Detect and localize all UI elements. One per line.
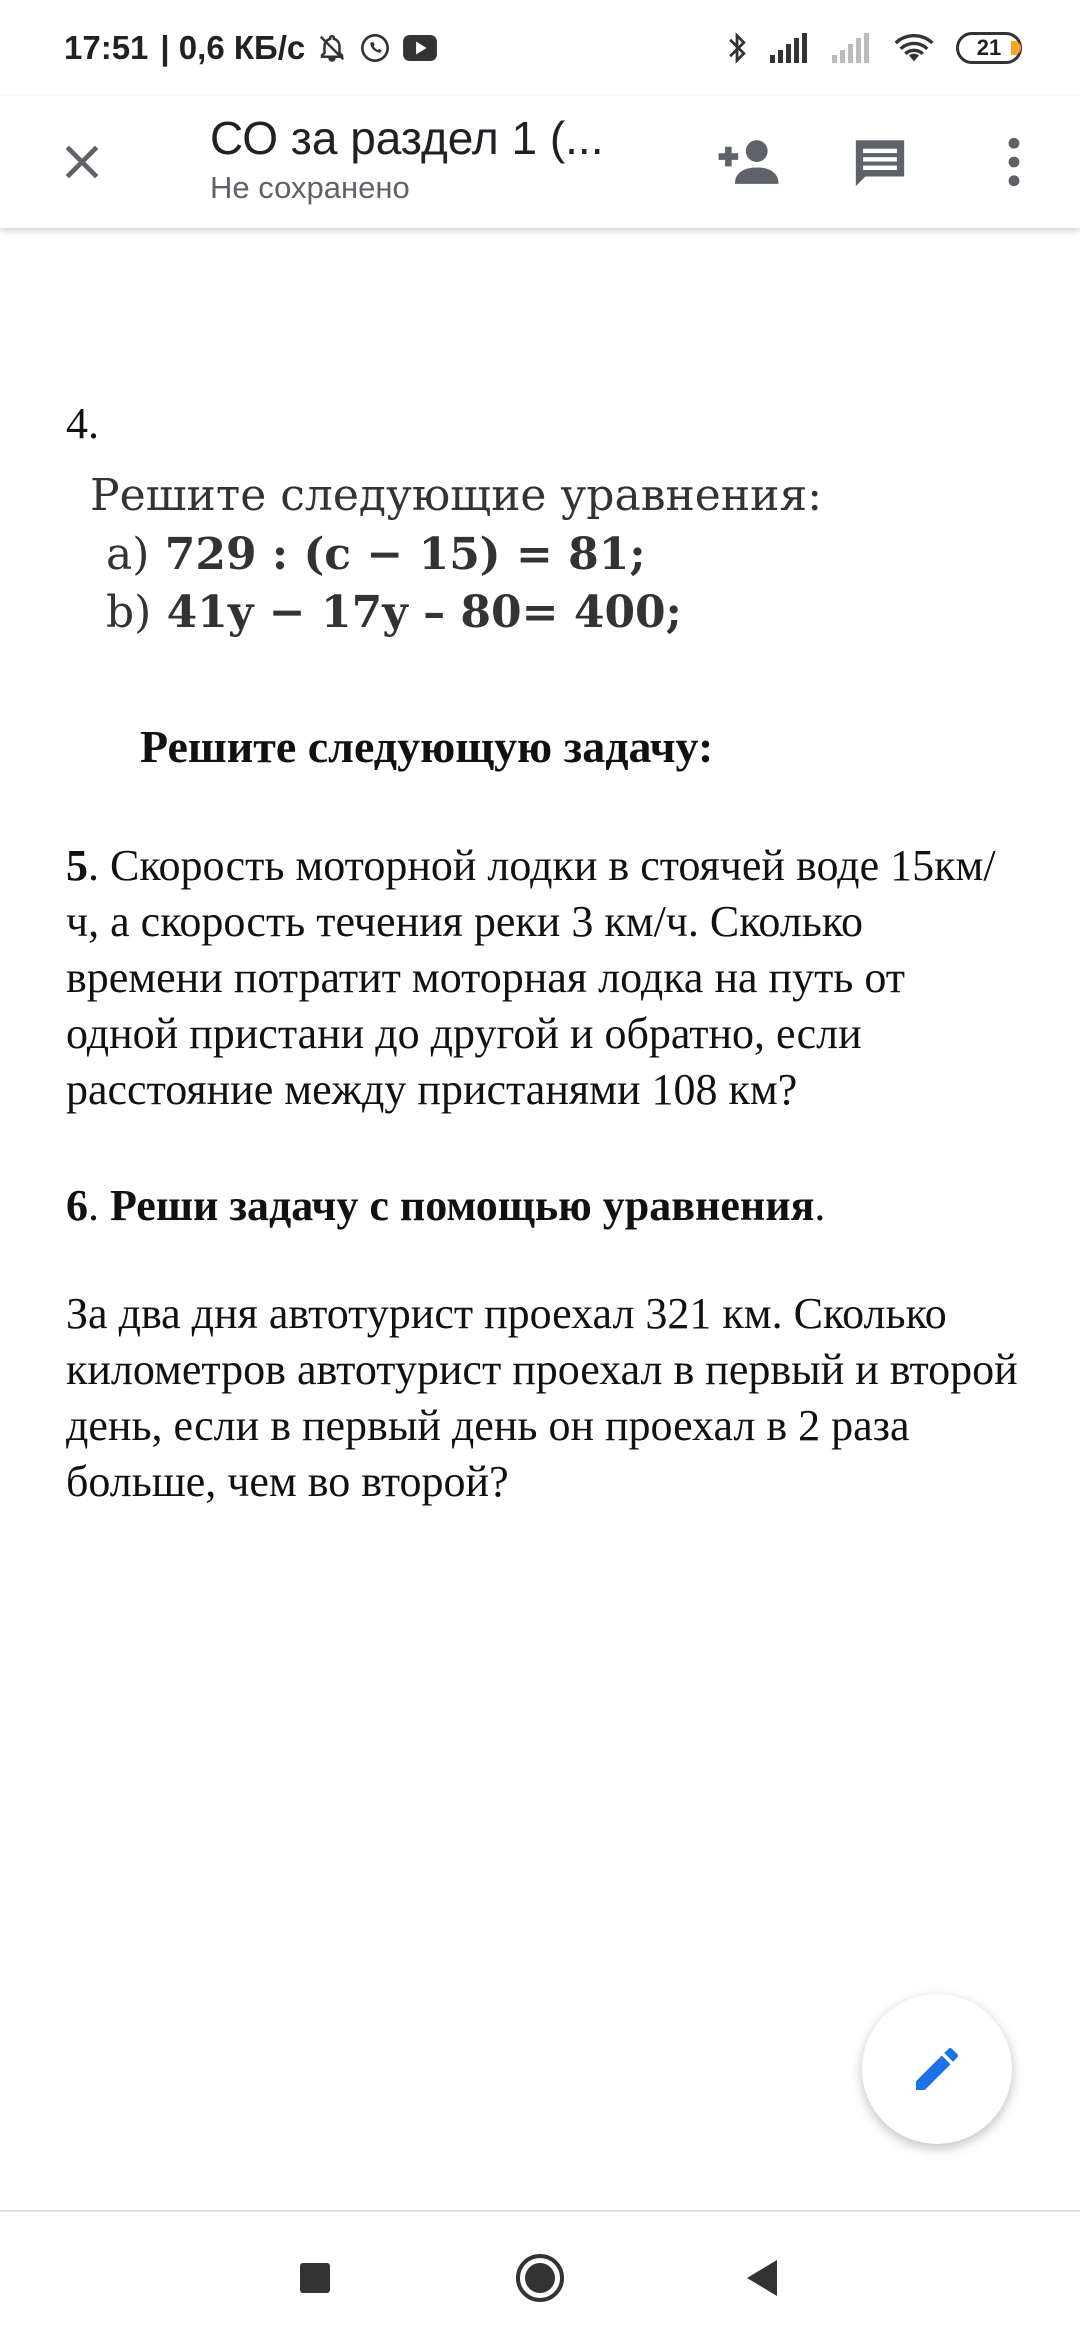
question-6-heading	[66, 1178, 1026, 1234]
back-icon	[743, 2258, 781, 2298]
task-heading: Решите следующую задачу:	[140, 721, 714, 772]
equations-heading: Решите следующие уравнения:	[90, 470, 823, 521]
equations-image	[90, 466, 822, 642]
comment-icon	[851, 133, 909, 191]
document-title: СО за раздел 1 (...	[210, 112, 604, 164]
share-button[interactable]	[710, 124, 786, 200]
question-5-number: 5	[66, 841, 88, 890]
equation-a-text: 729 : (c − 15) = 81;	[164, 529, 646, 580]
question-4-number: 4.	[66, 399, 99, 448]
bluetooth-icon	[726, 31, 748, 65]
network-speed: | 0,6 КБ/с	[160, 29, 306, 66]
recent-apps-button[interactable]	[283, 2246, 347, 2310]
question-5-text: . Скорость моторной лодки в стоячей воде 15км/ч, а скорость течения реки 3 км/ч. Сколько времени потратит моторная лодка на путь от одной пристани до другой и обратно, если расстояние между пристанями 108 км?	[66, 841, 996, 1114]
app-bar	[0, 96, 1080, 228]
whatsapp-icon	[359, 32, 391, 64]
save-status: Не сохранено	[210, 170, 410, 205]
battery-icon	[956, 32, 1022, 64]
equation-b-label: b)	[106, 587, 152, 638]
question-5	[66, 838, 1026, 1118]
question-6-title: Реши задачу с помощью уравнения	[110, 1181, 815, 1230]
status-bar	[0, 0, 1080, 96]
add-person-icon	[715, 138, 781, 186]
equation-a	[90, 526, 822, 584]
edit-button[interactable]	[862, 1994, 1012, 2144]
battery-level: 21	[976, 35, 1002, 60]
back-button[interactable]	[730, 2246, 794, 2310]
more-vert-icon	[1007, 137, 1021, 187]
more-options-button[interactable]	[976, 124, 1052, 200]
wifi-icon	[894, 33, 934, 63]
clock: 17:51	[64, 29, 149, 66]
equation-b-text: 41y − 17y – 80= 400;	[166, 587, 682, 638]
equation-b	[90, 584, 822, 642]
close-button[interactable]	[44, 124, 120, 200]
bell-off-icon	[317, 32, 347, 64]
comments-button[interactable]	[842, 124, 918, 200]
close-icon	[60, 140, 104, 184]
home-icon	[514, 2252, 566, 2304]
signal-icon	[770, 33, 810, 63]
question-6-period: .	[814, 1181, 826, 1230]
question-6-text: За два дня автотурист проехал 321 км. Сколько километров автотурист проехал в первый и второй день, если в первый день он проехал в 2 раза больше, чем во второй?	[66, 1289, 1018, 1506]
signal-weak-icon	[832, 33, 872, 63]
question-6-separator: .	[88, 1181, 110, 1230]
home-button[interactable]	[508, 2246, 572, 2310]
edit-pencil-icon	[909, 2041, 965, 2097]
question-6-number: 6	[66, 1181, 88, 1230]
recent-apps-icon	[298, 2261, 332, 2295]
navigation-bar	[0, 2210, 1080, 2342]
youtube-icon	[403, 35, 437, 61]
equation-a-label: a)	[106, 529, 150, 580]
